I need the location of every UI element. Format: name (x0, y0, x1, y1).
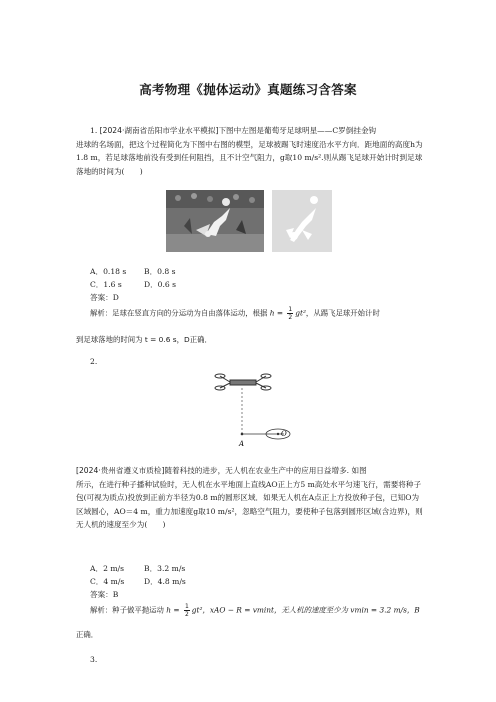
q1-option-b[interactable]: B．0.8 s (144, 267, 176, 276)
q1-formula-tail: gt² (295, 308, 306, 318)
q2-option-d[interactable]: D．4.8 m/s (144, 577, 186, 586)
question-1-body: 进球的名场面，把这个过程简化为下图中右图的模型，足球被踢飞时速度沿水平方向．距地面的高度h为1.8 m，若足球落地前没有受到任何阻挡，且不计空气阻力，g取10 m/s².则从踢飞足球开始计时到足球落地的时间为( ) (76, 139, 423, 176)
q1-option-d[interactable]: D．0.6 s (144, 280, 177, 289)
q1-analysis-text: 解析：足球在竖直方向的分运动为自由落体运动，根据 (90, 308, 268, 318)
drone-icon (215, 374, 271, 390)
question-1-analysis (90, 306, 424, 321)
page-title: 高考物理《抛体运动》真题练习含答案 (139, 82, 357, 97)
soccer-photo-image (166, 190, 264, 252)
q2-fraction: $\frac{1}{2}$ (184, 603, 189, 618)
question-3-number: 3. (90, 655, 98, 664)
diagram-label-o: O (281, 430, 287, 438)
drone-diagram (214, 370, 294, 452)
question-2-body: 所示，在进行种子播种试验时，无人机在水平地面上直线AO正上方5 m高处水平匀速飞行，需要将种子包(可视为质点)投放到正前方半径为0.8 m的圆形区域．如果无人机在A点正上方投放种子包，已知O为区域圆心，AO＝4 m，重力加速度g取10 m/s²，忽略空气阻力，要使种子包落到圆形区域(含边界)，则无人机的速度至少为( ) (76, 479, 423, 530)
q1-option-c[interactable]: C．1.6 s (90, 280, 122, 289)
question-2-options-row2 (90, 576, 186, 587)
question-2-text (76, 464, 424, 532)
q2-option-b[interactable]: B．3.2 m/s (144, 564, 186, 573)
silhouette-image (272, 190, 332, 252)
q2-option-c[interactable]: C．4 m/s (90, 577, 125, 586)
soccer-photo (166, 190, 264, 252)
q2-analysis-text: 解析：种子做平抛运动 (90, 605, 164, 615)
question-1-options-row2 (90, 279, 176, 290)
q2-formula-tail: gt²，xAO − R = vmint，无人机的速度至少为 vmin = 3.2 m/s，B (191, 605, 420, 615)
soccer-silhouette (272, 190, 332, 252)
question-2-answer: 答案：B (90, 590, 119, 599)
drone-diagram-svg (214, 370, 294, 452)
question-1-line1: 下图中左图是葡萄牙足球明星——C罗倒挂金钩 (218, 126, 377, 135)
question-1-options-row1 (90, 266, 176, 277)
question-2-analysis-line2: 正确． (76, 630, 99, 639)
q1-fraction: $\frac{1}{2}$ (288, 306, 293, 321)
question-1-text (76, 124, 424, 178)
q1-formula-h: h = (269, 308, 284, 318)
question-1-number: 1. (90, 126, 98, 135)
question-1-answer: 答案：D (90, 293, 119, 302)
question-1-analysis-line2: 到足球落地的时间为 t = 0.6 s，D正确． (76, 335, 212, 344)
question-2-number: 2. (90, 357, 98, 366)
question-2-source: [2024·贵州省遵义市质检] (76, 466, 165, 475)
q1-option-a[interactable]: A．0.18 s (90, 267, 127, 276)
q2-option-a[interactable]: A．2 m/s (90, 564, 124, 573)
diagram-label-a: A (239, 440, 245, 448)
question-2-line1: 随着科技的进步，无人机在农业生产中的应用日益增多. 如图 (164, 466, 367, 475)
q1-analysis-text-2: ，从踢飞足球开始计时 (305, 308, 380, 318)
question-1-source: [2024·湖南省岳阳市学业水平模拟] (99, 126, 219, 135)
question-2-options-row1 (90, 563, 185, 574)
q2-formula-h: h = (166, 605, 180, 615)
question-2-analysis (90, 603, 424, 618)
